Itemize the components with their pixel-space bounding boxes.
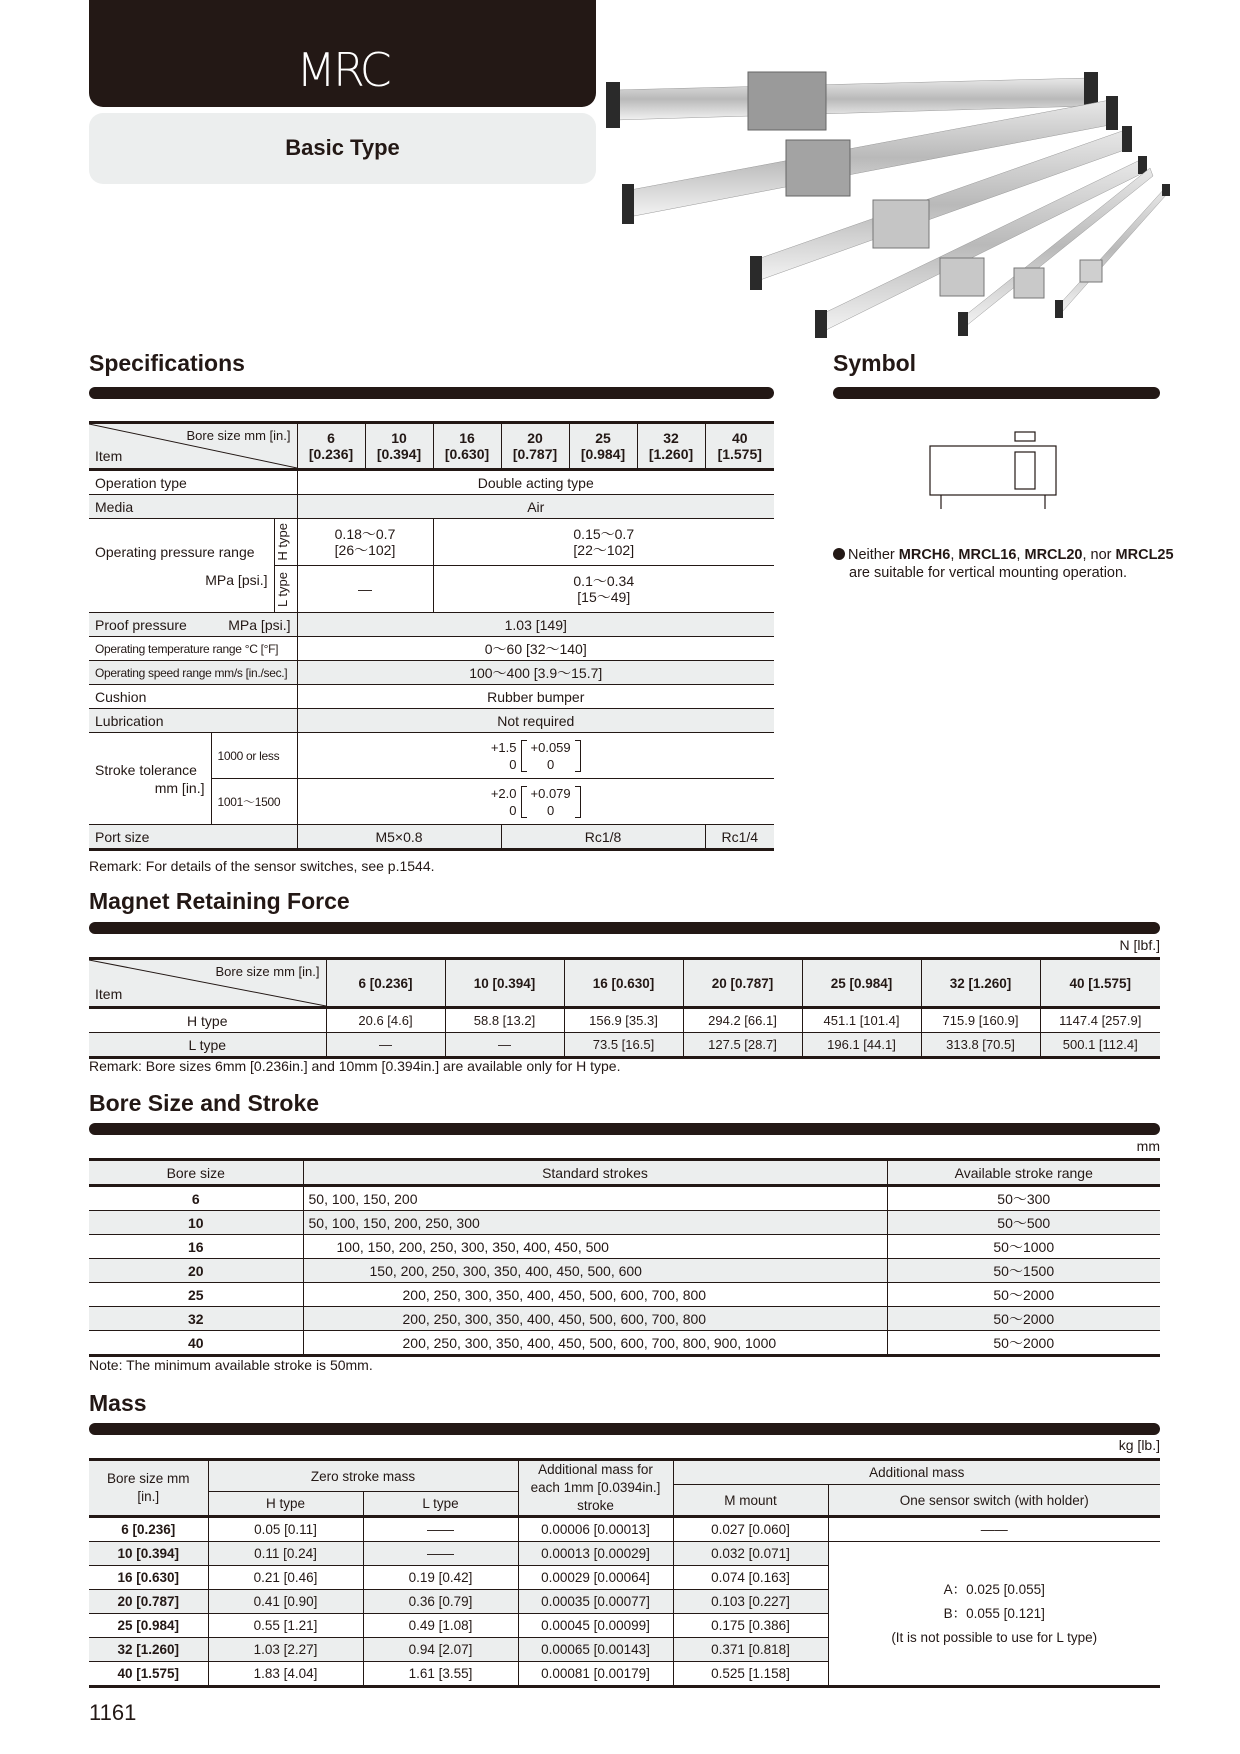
section-bar (89, 387, 774, 399)
row-unit: MPa [psi.] (228, 616, 291, 633)
force-value: 715.9 [160.9] (921, 1008, 1040, 1033)
row-unit: MPa [psi.] (205, 571, 268, 588)
force-value: 156.9 [35.3] (564, 1008, 683, 1033)
note-text: are suitable for vertical mounting operation. (849, 565, 1128, 581)
table-row (89, 1331, 1160, 1356)
m-mount-mass: 0.027 [0.060] (673, 1517, 828, 1542)
port-value: Rc1/4 (705, 825, 774, 850)
h-type-mass: 0.55 [1.21] (208, 1614, 363, 1638)
pressure-value-psi: [22～102] (573, 542, 635, 558)
row-unit: mm [in.] (154, 779, 205, 796)
minus-mm: 0 (509, 756, 517, 772)
standard-strokes: 200, 250, 300, 350, 400, 450, 500, 600, 700, 800 (303, 1283, 887, 1307)
bore-size: 20 [0.787] (89, 1590, 208, 1614)
h-type-mass: 0.11 [0.24] (208, 1542, 363, 1566)
bore-mm: 40 (731, 430, 748, 446)
bore-stroke-table (89, 1158, 1160, 1357)
force-value: 313.8 [70.5] (921, 1033, 1040, 1058)
standard-strokes: 200, 250, 300, 350, 400, 450, 500, 600, 700, 800, 900, 1000 (303, 1331, 887, 1356)
tolerance-range: 1000 or less (211, 733, 297, 779)
h-type-mass: 0.21 [0.46] (208, 1566, 363, 1590)
per-mm-mass: 0.00045 [0.00099] (518, 1614, 673, 1638)
column-header: Bore size mm [in.] (89, 1460, 208, 1517)
pressure-value: 0.18～0.7 (334, 526, 396, 542)
row-label: Operating speed range mm/s [in./sec.] (89, 661, 297, 685)
mass-table (89, 1458, 1160, 1688)
section-bar (89, 922, 1160, 934)
section-bar (89, 1123, 1160, 1135)
column-header: M mount (673, 1485, 828, 1517)
l-type-label: L type (274, 571, 290, 607)
bore-stroke-units: mm (1136, 1138, 1160, 1154)
l-type-mass: —— (363, 1542, 518, 1566)
l-type-mass: 0.49 [1.08] (363, 1614, 518, 1638)
bore-stroke-note: Note: The minimum available stroke is 50mm. (89, 1357, 373, 1373)
bore-size: 32 [1.260] (89, 1638, 208, 1662)
series-title: MRC (296, 43, 389, 97)
spec-row-proof-pressure (89, 613, 774, 637)
force-value: — (326, 1033, 445, 1058)
spec-row-temperature (89, 637, 774, 661)
bore-col-25 (569, 423, 637, 470)
spec-remark: Remark: For details of the sensor switches, see p.1544. (89, 858, 435, 874)
specifications-table (89, 421, 774, 851)
standard-strokes: 100, 150, 200, 250, 300, 350, 400, 450, 500 (303, 1235, 887, 1259)
stroke-range: 50～300 (887, 1186, 1160, 1211)
page-number: 1161 (89, 1700, 137, 1725)
force-value: — (445, 1033, 564, 1058)
per-mm-mass: 0.00013 [0.00029] (518, 1542, 673, 1566)
row-label: Proof pressure (95, 616, 187, 633)
h-type-mass: 0.05 [0.11] (208, 1517, 363, 1542)
table-row (89, 1235, 1160, 1259)
product-photo (600, 60, 1190, 350)
standard-strokes: 150, 200, 250, 300, 350, 400, 450, 500, 600 (303, 1259, 887, 1283)
bore-col: 10 [0.394] (445, 959, 564, 1008)
magnet-remark: Remark: Bore sizes 6mm [0.236in.] and 10mm [0.394in.] are available only for H type. (89, 1058, 621, 1074)
plus-mm: +1.5 (490, 739, 517, 755)
symbol-note (833, 546, 1179, 582)
h-type-mass: 1.83 [4.04] (208, 1662, 363, 1687)
bore-col-40 (705, 423, 774, 470)
column-header: Available stroke range (887, 1160, 1160, 1186)
bore-in: [1.260] (648, 446, 694, 462)
stroke-range: 50～500 (887, 1211, 1160, 1235)
spec-row-operation-type (89, 470, 774, 495)
row-value: Double acting type (297, 470, 774, 495)
column-header: Bore size (89, 1160, 303, 1186)
bore-col: 32 [1.260] (921, 959, 1040, 1008)
pressure-value: 0.15～0.7 (573, 526, 635, 542)
row-label: Lubrication (89, 709, 297, 733)
section-bar (89, 1423, 1160, 1435)
stroke-range: 50～2000 (887, 1307, 1160, 1331)
magnet-units: N [lbf.] (1119, 937, 1160, 953)
minus-in: 0 (546, 756, 555, 772)
table-row (89, 1033, 1160, 1058)
force-value: 73.5 [16.5] (564, 1033, 683, 1058)
bore-col: 25 [0.984] (802, 959, 921, 1008)
note-model: MRCL25 (1115, 547, 1174, 563)
bore-in: [0.394] (376, 446, 422, 462)
spec-header-row (89, 423, 774, 470)
bore-mm: 10 (391, 430, 407, 446)
tolerance-value (491, 785, 581, 819)
row-value: 0～60 [32～140] (297, 637, 774, 661)
column-header: Additional mass (673, 1460, 1160, 1485)
table-row (89, 1008, 1160, 1033)
bore-col-6 (297, 423, 365, 470)
h-type-label: H type (274, 523, 290, 561)
m-mount-mass: 0.525 [1.158] (673, 1662, 828, 1687)
magnet-table (89, 957, 1160, 1059)
bore-size: 10 (89, 1211, 303, 1235)
stroke-range: 50～2000 (887, 1331, 1160, 1356)
row-label: Cushion (89, 685, 297, 709)
table-row (89, 1186, 1160, 1211)
row-value: Air (297, 495, 774, 519)
force-value: 20.6 [4.6] (326, 1008, 445, 1033)
bore-in: [0.630] (444, 446, 490, 462)
row-label: Operation type (89, 470, 297, 495)
item-label: Item (95, 448, 123, 464)
bore-size: 25 [0.984] (89, 1614, 208, 1638)
note-text: , nor (1082, 547, 1116, 563)
plus-in: +0.079 (530, 785, 571, 801)
bullet-icon (833, 548, 845, 560)
port-value: M5×0.8 (297, 825, 501, 850)
column-header: One sensor switch (with holder) (828, 1485, 1160, 1517)
corner-cell (89, 959, 326, 1008)
bore-size-label: Bore size mm [in.] (186, 428, 291, 443)
m-mount-mass: 0.074 [0.163] (673, 1566, 828, 1590)
spec-row-port-size (89, 825, 774, 850)
row-label: H type (89, 1008, 326, 1033)
l-type-mass: 1.61 [3.55] (363, 1662, 518, 1687)
subtitle: Basic Type (285, 135, 400, 160)
pressure-value-psi: [26～102] (334, 542, 396, 558)
bore-in: [0.984] (580, 446, 626, 462)
bore-size: 20 (89, 1259, 303, 1283)
stroke-range: 50～1000 (887, 1235, 1160, 1259)
row-label: Operating pressure range (95, 543, 255, 560)
column-header: L type (363, 1492, 518, 1517)
bore-col-20 (501, 423, 569, 470)
l-type-mass: 0.94 [2.07] (363, 1638, 518, 1662)
note-model: MRCH6 (898, 547, 951, 563)
force-value: 451.1 [101.4] (802, 1008, 921, 1033)
bore-mm: 16 (459, 430, 475, 446)
bore-size: 25 (89, 1283, 303, 1307)
note-model: MRCL16 (958, 547, 1017, 563)
m-mount-mass: 0.371 [0.818] (673, 1638, 828, 1662)
l-type-mass: 0.19 [0.42] (363, 1566, 518, 1590)
bore-size: 40 [1.575] (89, 1662, 208, 1687)
bore-col: 6 [0.236] (326, 959, 445, 1008)
minus-in: 0 (546, 802, 555, 818)
force-value: 127.5 [28.7] (683, 1033, 802, 1058)
tolerance-value (491, 739, 581, 773)
bore-size: 16 (89, 1235, 303, 1259)
section-bar (833, 387, 1160, 399)
row-label: Operating temperature range °C [°F] (89, 637, 297, 661)
series-title-box (89, 0, 596, 107)
m-mount-mass: 0.103 [0.227] (673, 1590, 828, 1614)
bore-col-32 (637, 423, 705, 470)
note-model: MRCL20 (1024, 547, 1083, 563)
m-mount-mass: 0.175 [0.386] (673, 1614, 828, 1638)
sensor-note: (It is not possible to use for L type) (891, 1629, 1098, 1645)
l-type-mass: 0.36 [0.79] (363, 1590, 518, 1614)
standard-strokes: 50, 100, 150, 200 (303, 1186, 887, 1211)
subtitle-box (89, 113, 596, 184)
bore-size: 10 [0.394] (89, 1542, 208, 1566)
column-header: Additional mass for each 1mm [0.0394in.] stroke (518, 1460, 673, 1517)
force-value: 1147.4 [257.9] (1040, 1008, 1160, 1033)
item-label: Item (95, 986, 123, 1002)
spec-row-media (89, 495, 774, 519)
bore-col: 20 [0.787] (683, 959, 802, 1008)
magnet-header-row (89, 959, 1160, 1008)
bore-mm: 32 (663, 430, 679, 446)
bore-size: 32 (89, 1307, 303, 1331)
note-text: Neither (848, 547, 899, 563)
bore-mm: 20 (527, 430, 543, 446)
bore-col-16 (433, 423, 501, 470)
row-label: Port size (89, 825, 297, 850)
bore-size: 16 [0.630] (89, 1566, 208, 1590)
cylinder-symbol-icon (920, 420, 1060, 520)
pressure-value: 0.1～0.34 (573, 573, 635, 589)
sensor-b: B：0.055 [0.121] (943, 1605, 1045, 1621)
standard-strokes: 50, 100, 150, 200, 250, 300 (303, 1211, 887, 1235)
note-text: , (1016, 547, 1025, 563)
column-header: Standard strokes (303, 1160, 887, 1186)
row-value: 1.03 [149] (297, 613, 774, 637)
spec-row-lubrication (89, 709, 774, 733)
h-type-mass: 0.41 [0.90] (208, 1590, 363, 1614)
bore-in: [1.575] (717, 446, 762, 462)
per-mm-mass: 0.00065 [0.00143] (518, 1638, 673, 1662)
table-row (89, 1542, 1160, 1566)
l-type-mass: —— (363, 1517, 518, 1542)
force-value: 294.2 [66.1] (683, 1008, 802, 1033)
pressure-value-psi: [15～49] (577, 589, 631, 605)
row-value: Rubber bumper (297, 685, 774, 709)
spec-row-stroke-tolerance-1 (89, 733, 774, 779)
specifications-heading: Specifications (89, 350, 245, 376)
row-label: L type (89, 1033, 326, 1058)
symbol-heading: Symbol (833, 350, 917, 376)
table-row (89, 1211, 1160, 1235)
spec-row-cushion (89, 685, 774, 709)
per-mm-mass: 0.00006 [0.00013] (518, 1517, 673, 1542)
plus-mm: +2.0 (490, 785, 517, 801)
column-header: Zero stroke mass (208, 1460, 518, 1492)
spec-row-pressure-h (89, 519, 774, 566)
mass-header-row-1 (89, 1460, 1160, 1485)
force-value: 196.1 [44.1] (802, 1033, 921, 1058)
bore-col-10 (365, 423, 433, 470)
per-mm-mass: 0.00035 [0.00077] (518, 1590, 673, 1614)
row-value: Not required (297, 709, 774, 733)
mass-units: kg [lb.] (1118, 1437, 1160, 1453)
bore-mm: 25 (595, 430, 611, 446)
note-text: , (950, 547, 959, 563)
table-row (89, 1283, 1160, 1307)
bore-mm: 6 (327, 430, 335, 446)
sensor-mass: —— (828, 1517, 1160, 1542)
standard-strokes: 200, 250, 300, 350, 400, 450, 500, 600, 700, 800 (303, 1307, 887, 1331)
bore-size-label: Bore size mm [in.] (215, 964, 320, 979)
corner-cell (89, 423, 297, 470)
per-mm-mass: 0.00029 [0.00064] (518, 1566, 673, 1590)
plus-in: +0.059 (530, 739, 571, 755)
bore-size: 6 (89, 1186, 303, 1211)
table-row (89, 1307, 1160, 1331)
bore-size: 6 [0.236] (89, 1517, 208, 1542)
force-value: 500.1 [112.4] (1040, 1033, 1160, 1058)
port-value: Rc1/8 (501, 825, 705, 850)
magnet-heading: Magnet Retaining Force (89, 888, 350, 914)
stroke-range: 50～2000 (887, 1283, 1160, 1307)
bore-in: [0.236] (308, 446, 354, 462)
stroke-range: 50～1500 (887, 1259, 1160, 1283)
m-mount-mass: 0.032 [0.071] (673, 1542, 828, 1566)
bore-header-row (89, 1160, 1160, 1186)
spec-row-speed (89, 661, 774, 685)
pressure-value: — (297, 566, 433, 613)
h-type-mass: 1.03 [2.27] (208, 1638, 363, 1662)
row-value: 100～400 [3.9～15.7] (297, 661, 774, 685)
per-mm-mass: 0.00081 [0.00179] (518, 1662, 673, 1687)
force-value: 58.8 [13.2] (445, 1008, 564, 1033)
row-label: Stroke tolerance (95, 761, 197, 778)
bore-col: 16 [0.630] (564, 959, 683, 1008)
table-row (89, 1259, 1160, 1283)
tolerance-range: 1001～1500 (211, 779, 297, 825)
column-header: H type (208, 1492, 363, 1517)
mass-heading: Mass (89, 1390, 147, 1416)
row-label: Media (89, 495, 297, 519)
bore-in: [0.787] (512, 446, 558, 462)
bore-stroke-heading: Bore Size and Stroke (89, 1090, 320, 1116)
sensor-mass-merged (828, 1542, 1160, 1687)
bore-size: 40 (89, 1331, 303, 1356)
bore-col: 40 [1.575] (1040, 959, 1160, 1008)
minus-mm: 0 (509, 802, 517, 818)
table-row (89, 1517, 1160, 1542)
sensor-a: A：0.025 [0.055] (943, 1581, 1045, 1597)
